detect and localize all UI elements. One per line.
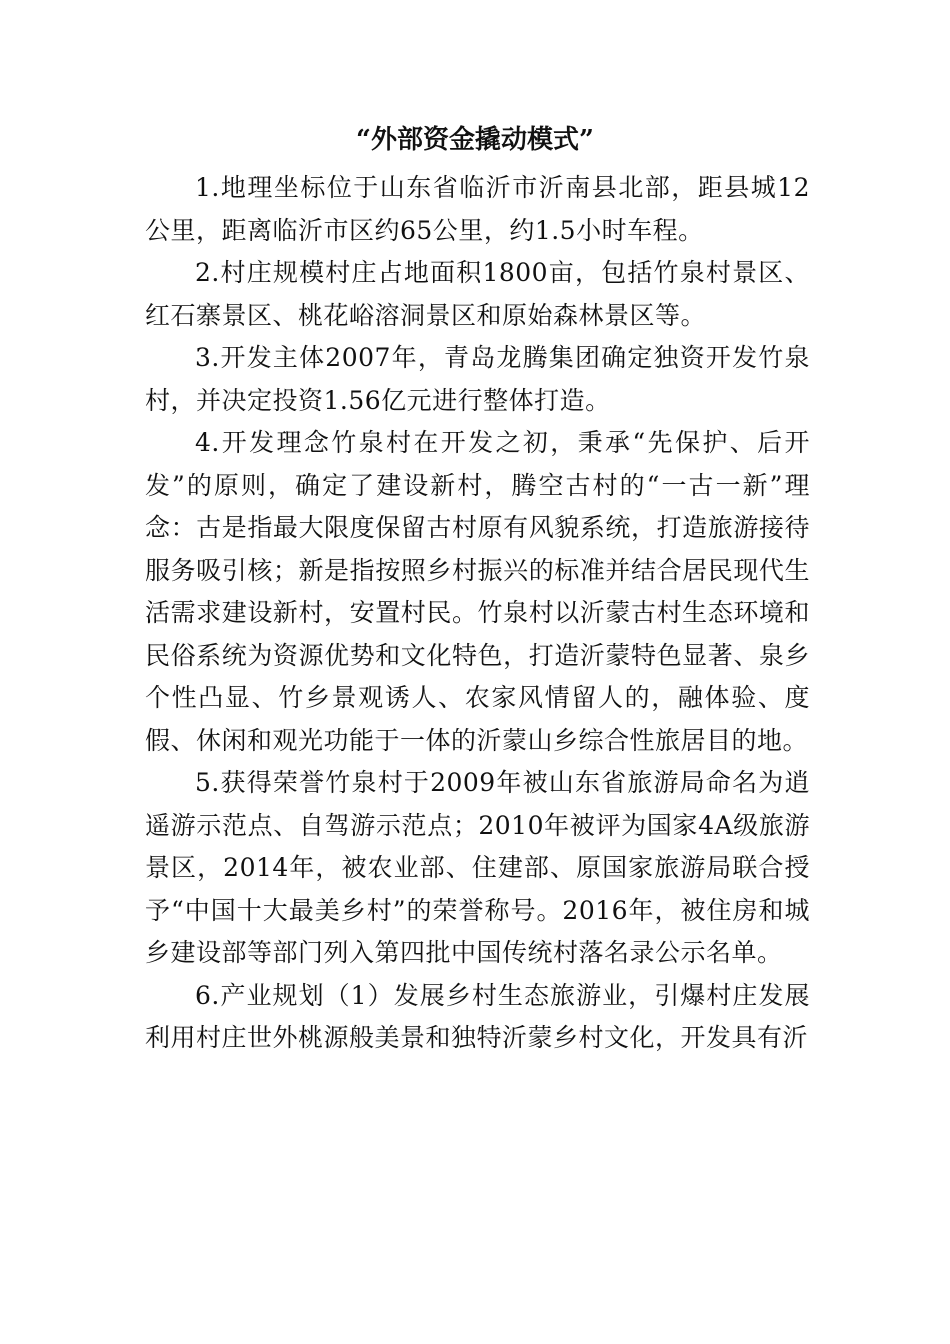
document-body [145, 167, 810, 1060]
paragraph-honors: 5.获得荣誉竹泉村于2009年被山东省旅游局命名为逍遥游示范点、自驾游示范点；2010年被评为国家4A级旅游景区，2014年，被农业部、住建部、原国家旅游局联合授予“中国十大最美乡村”的荣誉称号。2016年，被住房和城乡建设部等部门列入第四批中国传统村落名录公示名单。 [145, 768, 810, 967]
document-title: “外部资金撬动模式” [356, 125, 594, 155]
paragraph-concept: 4.开发理念竹泉村在开发之初，秉承“先保护、后开发”的原则，确定了建设新村，腾空古村的“一古一新”理念：古是指最大限度保留古村原有风貌系统，打造旅游接待服务吸引核；新是指按照乡村振兴的标准并结合居民现代生活需求建设新村，安置村民。竹泉村以沂蒙古村生态环境和民俗系统为资源优势和文化特色，打造沂蒙特色显著、泉乡个性凸显、竹乡景观诱人、农家风情留人的，融体验、度假、休闲和观光功能于一体的沂蒙山乡综合性旅居目的地。 [145, 428, 810, 755]
paragraph-developer: 3.开发主体2007年，青岛龙腾集团确定独资开发竹泉村，并决定投资1.56亿元进行整体打造。 [145, 343, 810, 415]
paragraph-scale: 2.村庄规模村庄占地面积1800亩，包括竹泉村景区、红石寨景区、桃花峪溶洞景区和原始森林景区等。 [145, 258, 810, 330]
paragraph-location: 1.地理坐标位于山东省临沂市沂南县北部，距县城12公里，距离临沂市区约65公里，约1.5小时车程。 [145, 173, 810, 245]
paragraph-industry-plan: 6.产业规划（1）发展乡村生态旅游业，引爆村庄发展利用村庄世外桃源般美景和独特沂蒙乡村文化，开发具有沂 [145, 980, 810, 1052]
